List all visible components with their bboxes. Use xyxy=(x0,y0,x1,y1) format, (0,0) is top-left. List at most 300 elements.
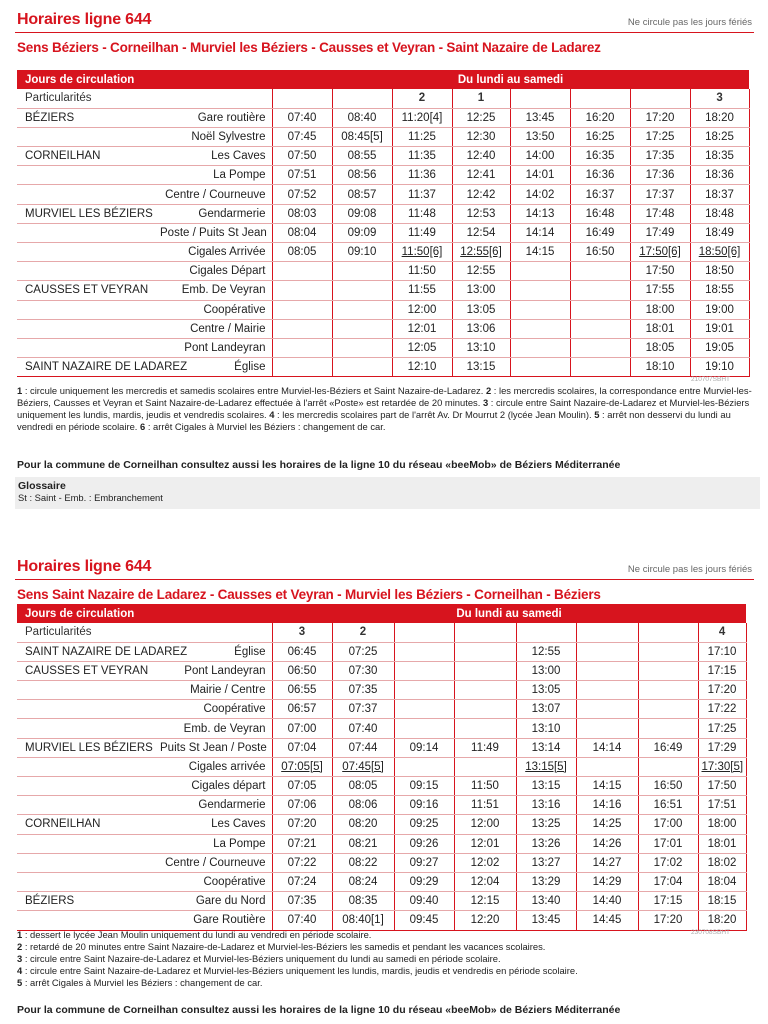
time-cell: 18:00 xyxy=(630,300,690,319)
footnotes xyxy=(17,929,752,989)
time-cell: 11:20[4] xyxy=(392,108,452,127)
glossary-title: Glossaire xyxy=(18,480,66,492)
time-cell xyxy=(332,300,392,319)
particularite-cell xyxy=(630,89,690,108)
time-cell: 09:40 xyxy=(394,892,454,911)
table-row xyxy=(17,300,749,319)
table-row xyxy=(17,872,746,891)
time-cell xyxy=(576,700,638,719)
time-cell: 09:16 xyxy=(394,796,454,815)
time-cell xyxy=(638,661,698,680)
stop-name: Les Caves xyxy=(157,147,272,166)
table-row xyxy=(17,223,749,242)
time-cell xyxy=(510,262,570,281)
time-value: 13:15[5] xyxy=(525,760,567,773)
time-cell xyxy=(272,358,332,377)
footnote-number: 1 xyxy=(17,929,23,940)
time-cell: 14:16 xyxy=(576,796,638,815)
table-row xyxy=(17,185,749,204)
table-header-row xyxy=(17,604,746,623)
commune-name: SAINT NAZAIRE DE LADAREZ xyxy=(17,358,157,377)
time-cell: 18:50 xyxy=(690,262,749,281)
time-cell: 16:50 xyxy=(570,243,630,262)
time-cell: 09:14 xyxy=(394,738,454,757)
footnote-text: : les mercredis scolaires, la correspondance entre Murviel-les-Béziers, Causses et Veyran et Saint Nazaire-de-Ladarez effectuée à l'arrêt «Poste» est retardée de 20 minutes. xyxy=(17,385,752,408)
time-cell: 16:25 xyxy=(570,127,630,146)
time-cell: 17:50 xyxy=(698,777,746,796)
time-cell: 18:55 xyxy=(690,281,749,300)
stop-name: Centre / Courneuve xyxy=(157,185,272,204)
holiday-note: Ne circule pas les jours fériés xyxy=(627,17,752,28)
time-cell xyxy=(332,757,394,776)
time-cell: 17:10 xyxy=(698,642,746,661)
time-cell: 09:15 xyxy=(394,777,454,796)
time-cell: 12:55 xyxy=(516,642,576,661)
time-cell: 16:51 xyxy=(638,796,698,815)
time-cell: 12:40 xyxy=(452,147,510,166)
time-cell: 17:15 xyxy=(638,892,698,911)
footnote-number: 2 xyxy=(485,385,492,396)
commune-name xyxy=(17,319,157,338)
table-row xyxy=(17,719,746,738)
table-row xyxy=(17,204,749,223)
time-cell xyxy=(272,262,332,281)
time-cell xyxy=(510,300,570,319)
time-cell: 17:02 xyxy=(638,853,698,872)
particularite-cell xyxy=(576,623,638,642)
time-cell: 17:22 xyxy=(698,700,746,719)
commune-name: CORNEILHAN xyxy=(17,147,157,166)
time-cell: 08:21 xyxy=(332,834,394,853)
time-cell: 18:00 xyxy=(698,815,746,834)
time-cell xyxy=(570,338,630,357)
header-days-value: Du lundi au samedi xyxy=(272,70,749,89)
table-row xyxy=(17,815,746,834)
header-days-value: Du lundi au samedi xyxy=(272,604,746,623)
time-cell xyxy=(576,719,638,738)
table-row xyxy=(17,777,746,796)
time-cell xyxy=(454,642,516,661)
time-cell: 18:02 xyxy=(698,853,746,872)
time-cell: 11:49 xyxy=(454,738,516,757)
commune-name xyxy=(17,338,157,357)
table-row xyxy=(17,642,746,661)
time-cell: 11:48 xyxy=(392,204,452,223)
footnote-number: 4 xyxy=(17,965,23,976)
time-cell: 18:20 xyxy=(690,108,749,127)
time-cell: 11:55 xyxy=(392,281,452,300)
particularites-label: Particularités xyxy=(17,89,272,108)
time-cell: 16:35 xyxy=(570,147,630,166)
table-row xyxy=(17,892,746,911)
commune-name xyxy=(17,834,157,853)
table-row xyxy=(17,834,746,853)
particularites-label: Particularités xyxy=(17,623,272,642)
particularite-cell: 1 xyxy=(452,89,510,108)
time-cell xyxy=(570,262,630,281)
commune-name xyxy=(17,777,157,796)
stop-name: Emb. De Veyran xyxy=(157,281,272,300)
time-cell xyxy=(272,338,332,357)
stop-name: Centre / Courneuve xyxy=(157,853,272,872)
corneilhan-note: Pour la commune de Corneilhan consultez aussi les horaires de la ligne 10 du réseau «beeMob» de Béziers Méditerranée xyxy=(17,1004,621,1016)
commune-name xyxy=(17,719,157,738)
commune-name: CAUSSES ET VEYRAN xyxy=(17,661,157,680)
table-row xyxy=(17,127,749,146)
time-cell: 13:05 xyxy=(516,681,576,700)
stop-name: Église xyxy=(157,642,272,661)
time-value: 17:30[5] xyxy=(701,760,744,773)
holiday-note: Ne circule pas les jours fériés xyxy=(627,564,752,575)
footnote-text: : circule entre Saint Nazaire-de-Ladarez et Murviel-les-Béziers uniquement du lundi au samedi en période scolaire. xyxy=(22,953,501,964)
table-row xyxy=(17,853,746,872)
time-cell xyxy=(394,700,454,719)
time-cell: 09:27 xyxy=(394,853,454,872)
particularite-cell xyxy=(394,623,454,642)
time-cell: 11:50 xyxy=(392,262,452,281)
time-cell: 16:36 xyxy=(570,166,630,185)
time-cell: 19:10 xyxy=(690,358,749,377)
timetable xyxy=(17,70,750,377)
time-cell: 06:50 xyxy=(272,661,332,680)
footnote-number: 1 xyxy=(17,385,23,396)
time-cell xyxy=(394,757,454,776)
time-cell: 12:01 xyxy=(392,319,452,338)
schedule-section-return xyxy=(0,547,768,1024)
commune-name: BÉZIERS xyxy=(17,892,157,911)
title-divider xyxy=(15,579,754,580)
time-cell: 14:02 xyxy=(510,185,570,204)
header-days-label: Jours de circulation xyxy=(17,70,272,89)
commune-name xyxy=(17,796,157,815)
time-cell: 11:37 xyxy=(392,185,452,204)
time-cell: 07:21 xyxy=(272,834,332,853)
time-cell: 08:03 xyxy=(272,204,332,223)
time-cell: 12:01 xyxy=(454,834,516,853)
time-cell: 13:15 xyxy=(452,358,510,377)
time-cell: 14:14 xyxy=(510,223,570,242)
time-cell xyxy=(332,281,392,300)
footnote-text: : arrêt non desservi du lundi au vendredi en période scolaire. xyxy=(17,409,731,432)
time-cell: 13:26 xyxy=(516,834,576,853)
stop-name: Puits St Jean / Poste xyxy=(157,738,272,757)
stop-name: Cigales départ xyxy=(157,777,272,796)
time-cell: 07:44 xyxy=(332,738,394,757)
stop-name: Emb. de Veyran xyxy=(157,719,272,738)
time-cell: 08:20 xyxy=(332,815,394,834)
stop-name: Gendarmerie xyxy=(157,204,272,223)
time-cell xyxy=(394,661,454,680)
particularite-cell xyxy=(570,89,630,108)
time-value: 11:50[6] xyxy=(401,246,443,259)
time-cell: 08:06 xyxy=(332,796,394,815)
time-cell: 12:10 xyxy=(392,358,452,377)
commune-name: MURVIEL LES BÉZIERS xyxy=(17,204,157,223)
time-cell: 16:49 xyxy=(570,223,630,242)
time-cell xyxy=(698,757,746,776)
time-cell: 18:25 xyxy=(690,127,749,146)
table-row xyxy=(17,147,749,166)
time-value: 12:55[6] xyxy=(460,246,502,259)
time-cell: 13:10 xyxy=(452,338,510,357)
time-cell xyxy=(638,642,698,661)
time-cell xyxy=(394,681,454,700)
table-header-row xyxy=(17,70,749,89)
title-divider xyxy=(15,32,754,33)
time-cell: 19:05 xyxy=(690,338,749,357)
time-cell xyxy=(454,719,516,738)
time-cell: 08:35 xyxy=(332,892,394,911)
time-cell: 18:15 xyxy=(698,892,746,911)
timetable xyxy=(17,604,747,931)
time-cell xyxy=(392,243,452,262)
time-cell xyxy=(510,281,570,300)
time-cell: 16:49 xyxy=(638,738,698,757)
time-cell: 14:13 xyxy=(510,204,570,223)
time-cell: 17:49 xyxy=(630,223,690,242)
table-row xyxy=(17,166,749,185)
time-cell: 11:50 xyxy=(454,777,516,796)
table-row xyxy=(17,796,746,815)
time-cell: 07:40 xyxy=(272,108,332,127)
commune-name xyxy=(17,700,157,719)
time-cell: 18:05 xyxy=(630,338,690,357)
time-cell xyxy=(394,719,454,738)
footnote-number: 4 xyxy=(269,409,275,420)
time-cell xyxy=(510,358,570,377)
footnote-text: : arrêt Cigales à Murviel les Béziers : changement de car. xyxy=(145,421,386,432)
time-cell: 07:04 xyxy=(272,738,332,757)
time-cell: 17:25 xyxy=(630,127,690,146)
direction-title: Sens Saint Nazaire de Ladarez - Causses et Veyran - Murviel les Béziers - Corneilhan - Béziers xyxy=(17,587,601,602)
time-cell: 09:09 xyxy=(332,223,392,242)
time-cell: 13:00 xyxy=(516,661,576,680)
footnote-number: 3 xyxy=(482,397,489,408)
footnote-text: : arrêt Cigales à Murviel les Béziers : changement de car. xyxy=(22,977,263,988)
time-cell: 17:20 xyxy=(698,681,746,700)
time-cell: 12:53 xyxy=(452,204,510,223)
time-cell: 08:40 xyxy=(332,108,392,127)
time-cell: 17:50 xyxy=(630,262,690,281)
particularite-cell: 4 xyxy=(698,623,746,642)
time-cell: 06:45 xyxy=(272,642,332,661)
time-cell: 08:22 xyxy=(332,853,394,872)
time-cell: 13:27 xyxy=(516,853,576,872)
time-cell: 13:29 xyxy=(516,872,576,891)
stop-name: Pont Landeyran xyxy=(157,661,272,680)
time-cell xyxy=(570,300,630,319)
time-cell: 14:15 xyxy=(510,243,570,262)
time-cell: 09:08 xyxy=(332,204,392,223)
time-cell: 13:00 xyxy=(452,281,510,300)
time-cell: 19:00 xyxy=(690,300,749,319)
time-cell: 12:05 xyxy=(392,338,452,357)
time-cell: 11:25 xyxy=(392,127,452,146)
particularite-cell: 3 xyxy=(272,623,332,642)
time-cell: 11:36 xyxy=(392,166,452,185)
table-row xyxy=(17,700,746,719)
time-cell: 14:27 xyxy=(576,853,638,872)
time-cell xyxy=(452,243,510,262)
footnote-text: : dessert le lycée Jean Moulin uniquement du lundi au vendredi en période scolaire. xyxy=(22,929,372,940)
time-cell: 07:20 xyxy=(272,815,332,834)
time-cell xyxy=(570,281,630,300)
time-cell: 07:35 xyxy=(332,681,394,700)
time-cell: 07:37 xyxy=(332,700,394,719)
commune-name xyxy=(17,300,157,319)
commune-name: BÉZIERS xyxy=(17,108,157,127)
time-cell: 13:45 xyxy=(516,911,576,930)
time-cell xyxy=(454,681,516,700)
time-value: 07:45[5] xyxy=(342,760,384,773)
time-cell: 07:51 xyxy=(272,166,332,185)
time-cell: 12:25 xyxy=(452,108,510,127)
time-cell: 09:10 xyxy=(332,243,392,262)
time-cell: 18:01 xyxy=(630,319,690,338)
time-cell: 08:56 xyxy=(332,166,392,185)
footnotes xyxy=(17,385,752,433)
particularite-cell: 2 xyxy=(332,623,394,642)
glossary-box xyxy=(15,477,760,509)
time-cell: 07:50 xyxy=(272,147,332,166)
commune-name xyxy=(17,166,157,185)
time-cell: 16:50 xyxy=(638,777,698,796)
stop-name: Coopérative xyxy=(157,872,272,891)
time-cell: 06:57 xyxy=(272,700,332,719)
time-cell xyxy=(272,300,332,319)
time-cell xyxy=(638,757,698,776)
stop-name: Mairie / Centre xyxy=(157,681,272,700)
footnote-number: 5 xyxy=(594,409,600,420)
time-value: 17:50[6] xyxy=(639,246,681,259)
commune-name xyxy=(17,681,157,700)
stop-name: La Pompe xyxy=(157,834,272,853)
stop-name: Cigales Arrivée xyxy=(157,243,272,262)
time-cell xyxy=(272,319,332,338)
time-cell: 13:15 xyxy=(516,777,576,796)
time-cell: 17:51 xyxy=(698,796,746,815)
commune-name xyxy=(17,911,157,930)
commune-name: CAUSSES ET VEYRAN xyxy=(17,281,157,300)
table-row xyxy=(17,661,746,680)
particularite-cell xyxy=(516,623,576,642)
time-cell: 17:00 xyxy=(638,815,698,834)
time-cell: 19:01 xyxy=(690,319,749,338)
time-cell: 07:40 xyxy=(272,911,332,930)
time-cell: 07:24 xyxy=(272,872,332,891)
footnote-text: : circule entre Saint Nazaire-de-Ladarez et Murviel-les-Béziers uniquement les lundis, mardis, jeudis et vendredis scolaires. xyxy=(17,397,750,420)
time-cell xyxy=(630,243,690,262)
time-cell: 13:05 xyxy=(452,300,510,319)
time-cell xyxy=(272,757,332,776)
time-cell: 18:01 xyxy=(698,834,746,853)
time-cell xyxy=(638,681,698,700)
time-cell xyxy=(332,338,392,357)
time-cell: 09:25 xyxy=(394,815,454,834)
time-cell xyxy=(332,262,392,281)
time-cell: 08:04 xyxy=(272,223,332,242)
particularite-cell xyxy=(454,623,516,642)
table-row xyxy=(17,338,749,357)
stop-name: La Pompe xyxy=(157,166,272,185)
particularite-cell xyxy=(332,89,392,108)
time-cell: 09:45 xyxy=(394,911,454,930)
time-cell: 12:30 xyxy=(452,127,510,146)
stop-name: Pont Landeyran xyxy=(157,338,272,357)
time-cell: 12:20 xyxy=(454,911,516,930)
stop-name: Gare Routière xyxy=(157,911,272,930)
time-cell xyxy=(454,700,516,719)
time-cell: 14:14 xyxy=(576,738,638,757)
commune-name: CORNEILHAN xyxy=(17,815,157,834)
table-row xyxy=(17,243,749,262)
time-cell: 07:30 xyxy=(332,661,394,680)
table-row xyxy=(17,319,749,338)
time-cell: 14:25 xyxy=(576,815,638,834)
footnote-number: 6 xyxy=(140,421,146,432)
time-cell xyxy=(570,319,630,338)
time-cell: 14:29 xyxy=(576,872,638,891)
time-cell: 12:00 xyxy=(454,815,516,834)
time-cell: 13:50 xyxy=(510,127,570,146)
time-cell: 17:29 xyxy=(698,738,746,757)
time-cell: 13:10 xyxy=(516,719,576,738)
time-cell xyxy=(394,642,454,661)
time-cell xyxy=(576,661,638,680)
time-cell: 12:02 xyxy=(454,853,516,872)
table-row xyxy=(17,757,746,776)
time-cell: 17:55 xyxy=(630,281,690,300)
time-cell: 13:25 xyxy=(516,815,576,834)
stop-name: Cigales Départ xyxy=(157,262,272,281)
time-cell: 11:35 xyxy=(392,147,452,166)
time-cell xyxy=(332,319,392,338)
time-cell: 09:29 xyxy=(394,872,454,891)
commune-name xyxy=(17,757,157,776)
direction-title: Sens Béziers - Corneilhan - Murviel les Béziers - Causses et Veyran - Saint Nazaire de Ladarez xyxy=(17,40,601,55)
stop-name: Centre / Mairie xyxy=(157,319,272,338)
time-cell: 17:20 xyxy=(638,911,698,930)
time-cell xyxy=(638,719,698,738)
time-cell: 08:24 xyxy=(332,872,394,891)
time-cell: 14:45 xyxy=(576,911,638,930)
time-cell: 11:49 xyxy=(392,223,452,242)
footnote-number: 2 xyxy=(17,941,23,952)
time-cell: 08:55 xyxy=(332,147,392,166)
time-cell xyxy=(332,358,392,377)
time-cell: 16:48 xyxy=(570,204,630,223)
time-cell: 18:36 xyxy=(690,166,749,185)
time-cell: 14:26 xyxy=(576,834,638,853)
time-cell: 12:55 xyxy=(452,262,510,281)
time-value: 07:05[5] xyxy=(281,760,323,773)
time-cell: 13:07 xyxy=(516,700,576,719)
footnote-text: : retardé de 20 minutes entre Saint Nazaire-de-Ladarez et Murviel-les-Béziers les samedis et pendant les vacances scolaires. xyxy=(22,941,546,952)
commune-name xyxy=(17,853,157,872)
particularite-cell xyxy=(638,623,698,642)
commune-name xyxy=(17,185,157,204)
particularites-row xyxy=(17,623,746,642)
time-cell: 16:37 xyxy=(570,185,630,204)
corneilhan-note: Pour la commune de Corneilhan consultez aussi les horaires de la ligne 10 du réseau «beeMob» de Béziers Méditerranée xyxy=(17,459,621,471)
table-row xyxy=(17,911,746,930)
time-cell: 07:06 xyxy=(272,796,332,815)
time-cell: 11:51 xyxy=(454,796,516,815)
time-cell xyxy=(510,338,570,357)
time-cell: 07:22 xyxy=(272,853,332,872)
time-cell xyxy=(454,661,516,680)
time-cell: 13:40 xyxy=(516,892,576,911)
